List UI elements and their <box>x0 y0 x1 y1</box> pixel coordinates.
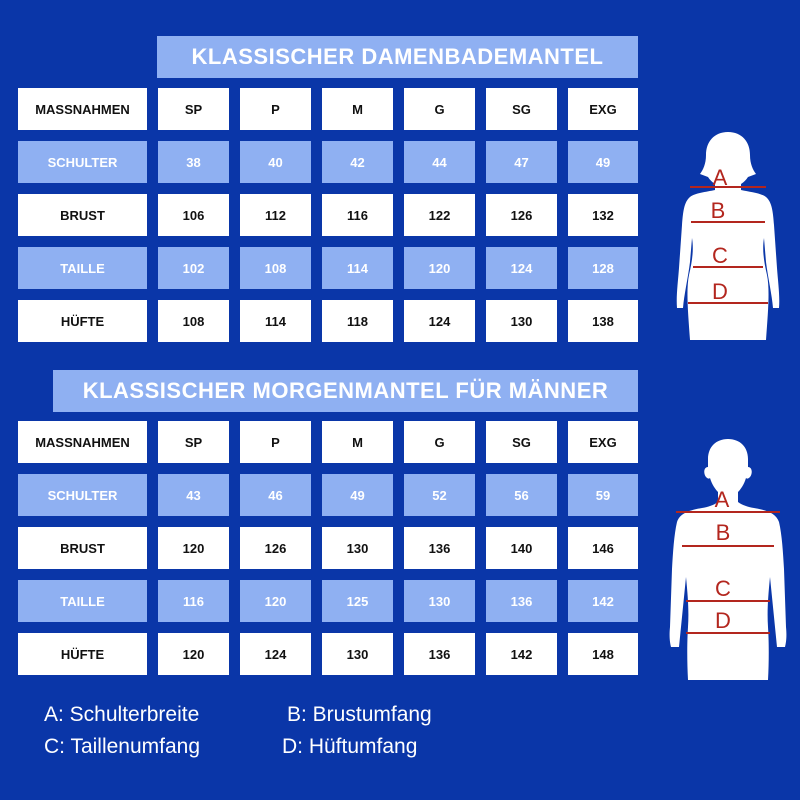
table-cell: 44 <box>404 141 475 183</box>
table-cell: 120 <box>404 247 475 289</box>
table-cell: 118 <box>322 300 393 342</box>
table-cell: 120 <box>158 633 229 675</box>
table-cell: 142 <box>568 580 638 622</box>
header-cell: EXG <box>568 88 638 130</box>
table-cell: 138 <box>568 300 638 342</box>
header-cell: G <box>404 88 475 130</box>
table-cell: 114 <box>322 247 393 289</box>
figure-letter-a: A <box>714 487 730 512</box>
table-cell: 116 <box>158 580 229 622</box>
table-cell: 136 <box>404 633 475 675</box>
table-cell: 108 <box>158 300 229 342</box>
table-cell: 136 <box>404 527 475 569</box>
figure-letter-b: B <box>715 520 731 545</box>
table-cell: 120 <box>240 580 311 622</box>
female-silhouette-icon <box>668 130 788 345</box>
table-cell: 114 <box>240 300 311 342</box>
table-row <box>18 247 638 289</box>
figure-letter-a: A <box>712 165 728 190</box>
row-label: TAILLE <box>18 580 147 622</box>
table-cell: 38 <box>158 141 229 183</box>
table-cell: 146 <box>568 527 638 569</box>
table-cell: 136 <box>486 580 557 622</box>
figure-letter-c: C <box>715 576 731 601</box>
row-label: SCHULTER <box>18 474 147 516</box>
table-cell: 102 <box>158 247 229 289</box>
header-cell: M <box>322 88 393 130</box>
table-row <box>18 527 638 569</box>
table-row <box>18 194 638 236</box>
header-cell: SG <box>486 421 557 463</box>
male-silhouette-icon <box>668 437 788 682</box>
header-cell: G <box>404 421 475 463</box>
figure-letter-d: D <box>712 279 728 304</box>
legend-waist-circumference: C: Taillenumfang <box>44 735 201 758</box>
header-cell: SP <box>158 88 229 130</box>
figure-letter-c: C <box>712 243 728 268</box>
table-cell: 40 <box>240 141 311 183</box>
table-cell: 124 <box>404 300 475 342</box>
table-cell: 142 <box>486 633 557 675</box>
header-cell: P <box>240 88 311 130</box>
legend-shoulder-width: A: Schulterbreite <box>44 703 200 726</box>
row-label: TAILLE <box>18 247 147 289</box>
header-cell: EXG <box>568 421 638 463</box>
table-cell: 130 <box>404 580 475 622</box>
figure-letter-b: B <box>710 198 726 223</box>
table-cell: 130 <box>486 300 557 342</box>
table-row <box>18 580 638 622</box>
table-cell: 47 <box>486 141 557 183</box>
row-label: BRUST <box>18 194 147 236</box>
row-label: HÜFTE <box>18 633 147 675</box>
women-table-title: KLASSISCHER DAMENBADEMANTEL <box>157 36 638 78</box>
row-label: HÜFTE <box>18 300 147 342</box>
table-cell: 120 <box>158 527 229 569</box>
table-cell: 124 <box>486 247 557 289</box>
table-cell: 43 <box>158 474 229 516</box>
table-header-row <box>18 421 638 463</box>
table-header-row <box>18 88 638 130</box>
table-row <box>18 633 638 675</box>
table-cell: 126 <box>240 527 311 569</box>
table-cell: 59 <box>568 474 638 516</box>
table-cell: 116 <box>322 194 393 236</box>
legend-hip-circumference: D: Hüftumfang <box>282 735 418 758</box>
row-label: SCHULTER <box>18 141 147 183</box>
table-cell: 130 <box>322 633 393 675</box>
table-cell: 49 <box>322 474 393 516</box>
table-cell: 49 <box>568 141 638 183</box>
table-cell: 140 <box>486 527 557 569</box>
row-label: BRUST <box>18 527 147 569</box>
legend-chest-circumference: B: Brustumfang <box>287 703 432 726</box>
header-cell: MASSNAHMEN <box>18 88 147 130</box>
header-cell: M <box>322 421 393 463</box>
table-row <box>18 300 638 342</box>
table-cell: 112 <box>240 194 311 236</box>
men-table-title: KLASSISCHER MORGENMANTEL FÜR MÄNNER <box>53 370 638 412</box>
table-cell: 128 <box>568 247 638 289</box>
table-cell: 130 <box>322 527 393 569</box>
table-cell: 52 <box>404 474 475 516</box>
header-cell: MASSNAHMEN <box>18 421 147 463</box>
table-row <box>18 474 638 516</box>
header-cell: SP <box>158 421 229 463</box>
table-cell: 132 <box>568 194 638 236</box>
header-cell: P <box>240 421 311 463</box>
table-cell: 42 <box>322 141 393 183</box>
table-row <box>18 141 638 183</box>
table-cell: 124 <box>240 633 311 675</box>
table-cell: 122 <box>404 194 475 236</box>
header-cell: SG <box>486 88 557 130</box>
table-cell: 126 <box>486 194 557 236</box>
table-cell: 148 <box>568 633 638 675</box>
table-cell: 56 <box>486 474 557 516</box>
table-cell: 46 <box>240 474 311 516</box>
table-cell: 108 <box>240 247 311 289</box>
table-cell: 106 <box>158 194 229 236</box>
table-cell: 125 <box>322 580 393 622</box>
figure-letter-d: D <box>715 608 731 633</box>
